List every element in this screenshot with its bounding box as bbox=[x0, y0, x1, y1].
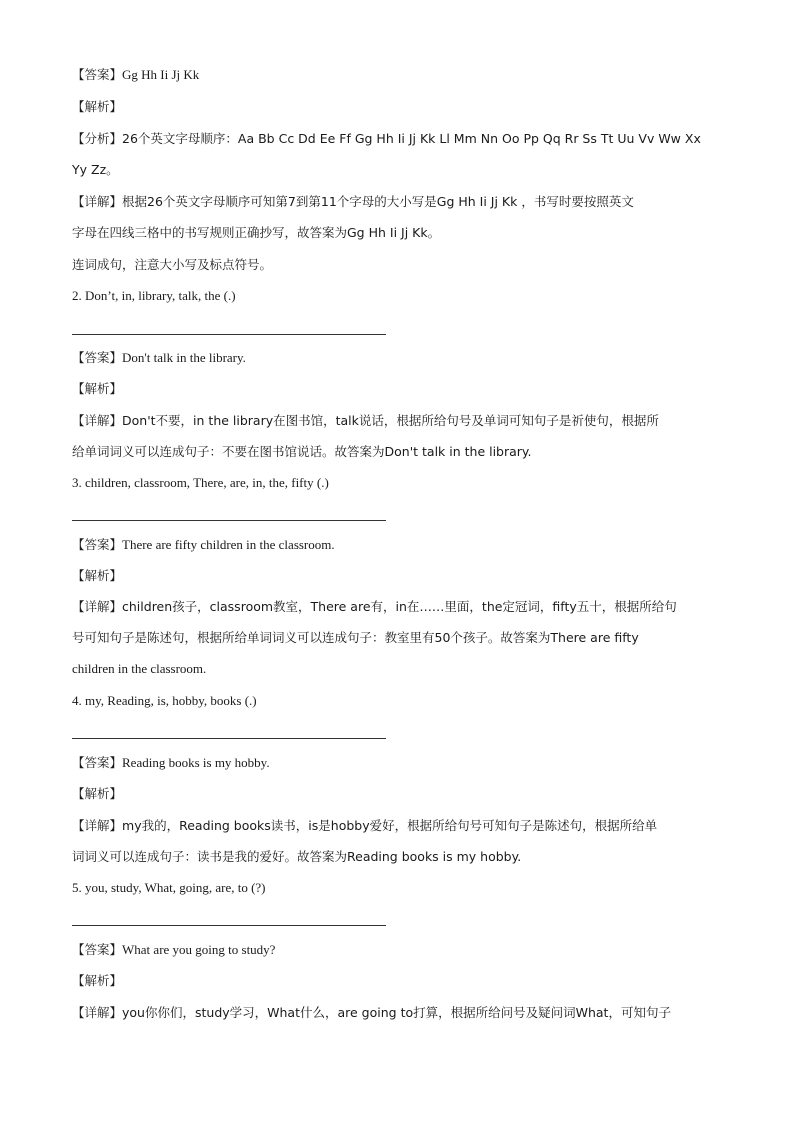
detail-line-3a bbox=[72, 598, 677, 616]
analysis-heading-1 bbox=[72, 98, 122, 116]
analysis-tag: 【解析】 bbox=[72, 99, 123, 114]
question-prompt-3: 3. children, classroom, There, are, in, the, fifty (.) bbox=[72, 475, 329, 490]
answer-tag: 【答案】 bbox=[72, 67, 123, 82]
analysis-heading-5 bbox=[72, 972, 122, 990]
detail-tag: 【详解】 bbox=[72, 818, 123, 833]
analysis-tag: 【解析】 bbox=[72, 786, 123, 801]
answer-tag: 【答案】 bbox=[72, 755, 123, 770]
answer-line-3 bbox=[72, 536, 335, 554]
detail-line-2a bbox=[72, 412, 659, 430]
fenxi-text-cont: Yy Zz。 bbox=[72, 162, 119, 177]
question-prompt-5: 5. you, study, What, going, are, to (?) bbox=[72, 880, 266, 895]
answer-blank-line-2 bbox=[72, 334, 386, 335]
analysis-tag: 【解析】 bbox=[72, 568, 123, 583]
detail-text: you你你们，study学习，What什么，are going to打算，根据所给问号及疑问词What，可知句子 bbox=[122, 1005, 671, 1020]
detail-text: children in the classroom. bbox=[72, 661, 207, 676]
answer-tag: 【答案】 bbox=[72, 350, 123, 365]
answer-tag: 【答案】 bbox=[72, 537, 123, 552]
analysis-heading-4 bbox=[72, 785, 122, 803]
fenxi-text: 26个英文字母顺序：Aa Bb Cc Dd Ee Ff Gg Hh Ii Jj Kk Ll Mm Nn Oo Pp Qq Rr Ss Tt Uu Vv Ww Xx bbox=[122, 131, 701, 146]
fenxi-tag: 【分析】 bbox=[72, 131, 123, 146]
answer-text: What are you going to study? bbox=[122, 942, 276, 957]
detail-line-3c bbox=[72, 660, 206, 678]
question-prompt-4: 4. my, Reading, is, hobby, books (.) bbox=[72, 693, 257, 708]
answer-line-1 bbox=[72, 66, 199, 84]
analysis-tag: 【解析】 bbox=[72, 973, 123, 988]
detail-text: 词词义可以连成句子：读书是我的爱好。故答案为Reading books is my hobby. bbox=[72, 849, 522, 864]
answer-text: Reading books is my hobby. bbox=[122, 755, 270, 770]
detail-tag: 【详解】 bbox=[72, 599, 123, 614]
detail-text: 号可知句子是陈述句，根据所给单词词义可以连成句子：教室里有50个孩子。故答案为There are fifty bbox=[72, 630, 639, 645]
detail-text: 根据26个英文字母顺序可知第7到第11个字母的大小写是Gg Hh Ii Jj Kk ，书写时要按照英文 bbox=[122, 194, 634, 209]
detail-text: Don't不要，in the library在图书馆，talk说话，根据所给句号及单词可知句子是祈使句，根据所 bbox=[122, 413, 659, 428]
answer-blank-line-5 bbox=[72, 925, 386, 926]
answer-text: There are fifty children in the classroom. bbox=[122, 537, 335, 552]
detail-line-1b bbox=[72, 224, 440, 242]
detail-tag: 【详解】 bbox=[72, 413, 123, 428]
detail-line-5a bbox=[72, 1004, 671, 1022]
answer-line-2 bbox=[72, 349, 246, 367]
answer-blank-line-3 bbox=[72, 520, 386, 521]
analysis-tag: 【解析】 bbox=[72, 381, 123, 396]
answer-line-4 bbox=[72, 754, 270, 772]
detail-text: my我的，Reading books读书，is是hobby爱好，根据所给句号可知句子是陈述句，根据所给单 bbox=[122, 818, 658, 833]
answer-blank-line-4 bbox=[72, 738, 386, 739]
question-prompt-2: 2. Don’t, in, library, talk, the (.) bbox=[72, 288, 236, 303]
detail-line-2b bbox=[72, 443, 532, 461]
fenxi-line bbox=[72, 130, 701, 148]
detail-tag: 【详解】 bbox=[72, 194, 123, 209]
answer-text: Gg Hh Ii Jj Kk bbox=[122, 67, 200, 82]
detail-line-1a bbox=[72, 193, 634, 211]
analysis-heading-2 bbox=[72, 380, 122, 398]
answer-text: Don't talk in the library. bbox=[122, 350, 246, 365]
answer-line-5 bbox=[72, 941, 275, 959]
detail-text: children孩子，classroom教室，There are有，in在……里面，the定冠词，fifty五十，根据所给句 bbox=[122, 599, 677, 614]
detail-tag: 【详解】 bbox=[72, 1005, 123, 1020]
instruction-text: 连词成句，注意大小写及标点符号。 bbox=[72, 257, 273, 272]
detail-text: 字母在四线三格中的书写规则正确抄写，故答案为Gg Hh Ii Jj Kk。 bbox=[72, 225, 441, 240]
detail-line-4a bbox=[72, 817, 657, 835]
analysis-heading-3 bbox=[72, 567, 122, 585]
detail-text: 给单词词义可以连成句子：不要在图书馆说话。故答案为Don't talk in the library. bbox=[72, 444, 532, 459]
fenxi-continuation bbox=[72, 161, 119, 179]
answer-tag: 【答案】 bbox=[72, 942, 123, 957]
detail-line-4b bbox=[72, 848, 521, 866]
detail-line-3b bbox=[72, 629, 639, 647]
